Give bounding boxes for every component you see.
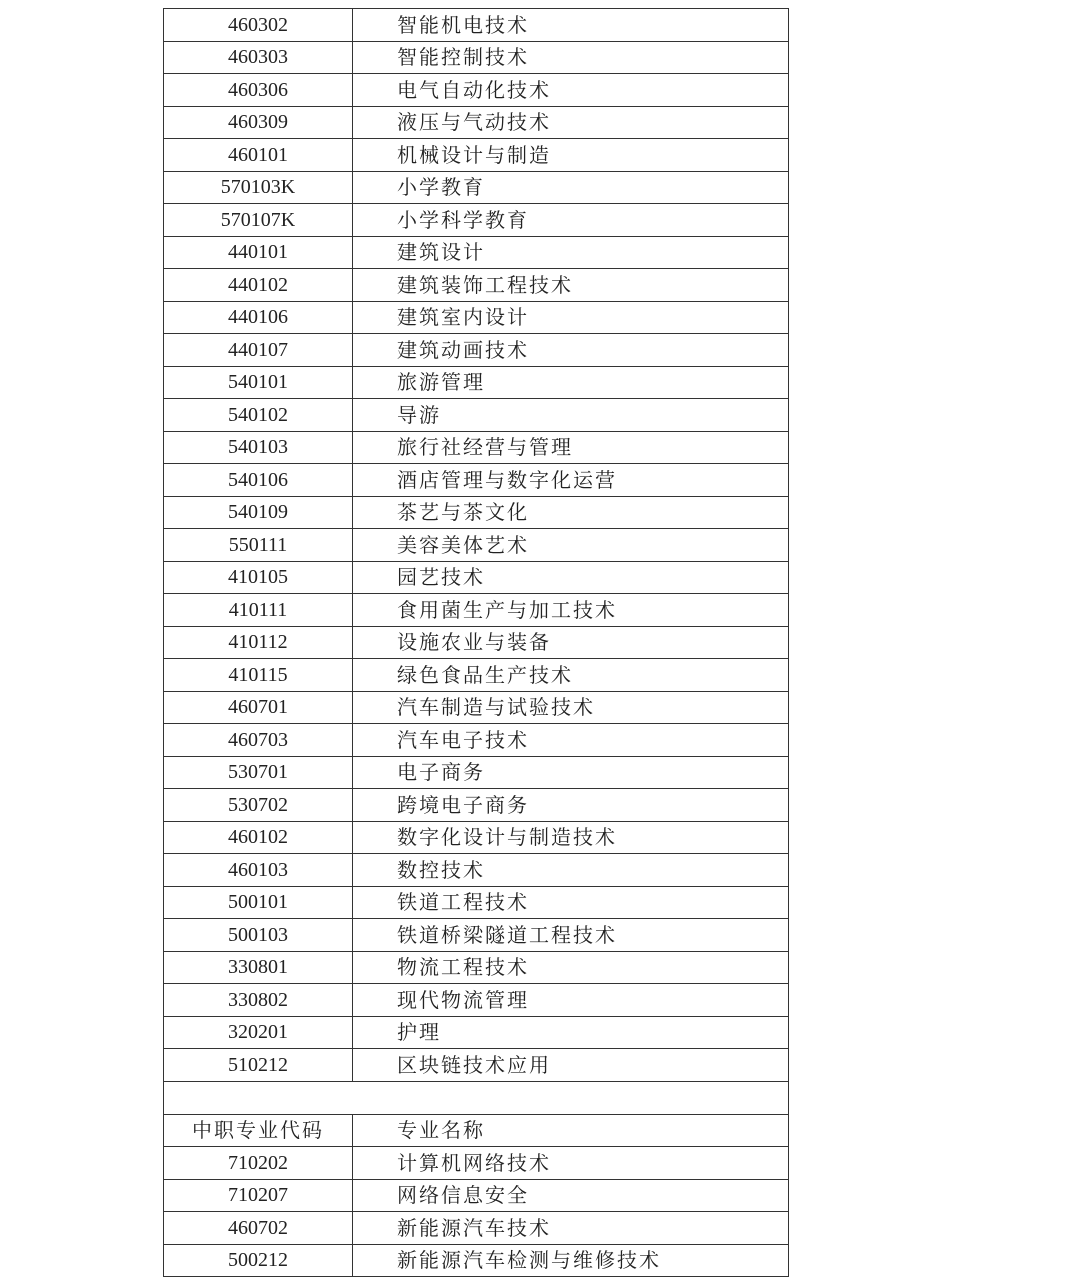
major-code-cell: 410111 bbox=[164, 594, 353, 627]
major-code-table bbox=[163, 8, 789, 1277]
table-row bbox=[164, 724, 789, 757]
major-name-cell: 旅行社经营与管理 bbox=[353, 431, 789, 464]
table-row bbox=[164, 9, 789, 42]
table-row bbox=[164, 1244, 789, 1277]
table-row bbox=[164, 1147, 789, 1180]
table-header-section bbox=[164, 1114, 789, 1147]
header-name-cell: 专业名称 bbox=[353, 1114, 789, 1147]
major-code-cell: 440101 bbox=[164, 236, 353, 269]
table-spacer-section bbox=[164, 1081, 789, 1114]
table-body-bottom bbox=[164, 1147, 789, 1277]
major-name-cell: 智能控制技术 bbox=[353, 41, 789, 74]
major-code-cell: 460302 bbox=[164, 9, 353, 42]
major-name-cell: 现代物流管理 bbox=[353, 984, 789, 1017]
major-code-cell: 330801 bbox=[164, 951, 353, 984]
table-row bbox=[164, 171, 789, 204]
table-row bbox=[164, 1049, 789, 1082]
major-name-cell: 跨境电子商务 bbox=[353, 789, 789, 822]
major-name-cell: 电气自动化技术 bbox=[353, 74, 789, 107]
major-code-cell: 510212 bbox=[164, 1049, 353, 1082]
spacer-cell bbox=[164, 1081, 789, 1114]
table-row bbox=[164, 106, 789, 139]
table-row bbox=[164, 399, 789, 432]
major-code-cell: 710202 bbox=[164, 1147, 353, 1180]
major-name-cell: 智能机电技术 bbox=[353, 9, 789, 42]
major-code-cell: 460102 bbox=[164, 821, 353, 854]
table-row bbox=[164, 691, 789, 724]
major-name-cell: 旅游管理 bbox=[353, 366, 789, 399]
table-row bbox=[164, 821, 789, 854]
table-header-row bbox=[164, 1114, 789, 1147]
major-code-cell: 410105 bbox=[164, 561, 353, 594]
major-code-cell: 410112 bbox=[164, 626, 353, 659]
table-row bbox=[164, 431, 789, 464]
major-name-cell: 建筑动画技术 bbox=[353, 334, 789, 367]
table-row bbox=[164, 334, 789, 367]
major-code-cell: 460103 bbox=[164, 854, 353, 887]
major-name-cell: 区块链技术应用 bbox=[353, 1049, 789, 1082]
table-row bbox=[164, 464, 789, 497]
table-row bbox=[164, 301, 789, 334]
major-code-cell: 460303 bbox=[164, 41, 353, 74]
table-row bbox=[164, 951, 789, 984]
major-code-cell: 530701 bbox=[164, 756, 353, 789]
major-name-cell: 建筑装饰工程技术 bbox=[353, 269, 789, 302]
major-code-cell: 540106 bbox=[164, 464, 353, 497]
table-row bbox=[164, 594, 789, 627]
table-row bbox=[164, 626, 789, 659]
major-name-cell: 物流工程技术 bbox=[353, 951, 789, 984]
major-code-cell: 530702 bbox=[164, 789, 353, 822]
major-code-cell: 540102 bbox=[164, 399, 353, 432]
major-code-cell: 460703 bbox=[164, 724, 353, 757]
table-row bbox=[164, 269, 789, 302]
major-name-cell: 小学科学教育 bbox=[353, 204, 789, 237]
major-code-cell: 460702 bbox=[164, 1212, 353, 1245]
table-row bbox=[164, 919, 789, 952]
table-row bbox=[164, 886, 789, 919]
major-code-cell: 540103 bbox=[164, 431, 353, 464]
table-row bbox=[164, 1212, 789, 1245]
table-row bbox=[164, 984, 789, 1017]
major-code-cell: 460309 bbox=[164, 106, 353, 139]
table-row bbox=[164, 74, 789, 107]
major-name-cell: 数控技术 bbox=[353, 854, 789, 887]
major-name-cell: 导游 bbox=[353, 399, 789, 432]
major-code-cell: 410115 bbox=[164, 659, 353, 692]
table-row bbox=[164, 236, 789, 269]
table-row bbox=[164, 41, 789, 74]
major-code-cell: 570103K bbox=[164, 171, 353, 204]
major-code-cell: 330802 bbox=[164, 984, 353, 1017]
table-row bbox=[164, 529, 789, 562]
table-row bbox=[164, 756, 789, 789]
major-code-cell: 710207 bbox=[164, 1179, 353, 1212]
major-code-cell: 460306 bbox=[164, 74, 353, 107]
major-name-cell: 建筑设计 bbox=[353, 236, 789, 269]
table-body-top bbox=[164, 9, 789, 1082]
major-code-cell: 440106 bbox=[164, 301, 353, 334]
major-name-cell: 网络信息安全 bbox=[353, 1179, 789, 1212]
table-row bbox=[164, 366, 789, 399]
major-code-cell: 460701 bbox=[164, 691, 353, 724]
major-name-cell: 汽车制造与试验技术 bbox=[353, 691, 789, 724]
table-row bbox=[164, 496, 789, 529]
table-row bbox=[164, 1016, 789, 1049]
table-row bbox=[164, 204, 789, 237]
major-name-cell: 机械设计与制造 bbox=[353, 139, 789, 172]
major-code-cell: 460101 bbox=[164, 139, 353, 172]
major-name-cell: 数字化设计与制造技术 bbox=[353, 821, 789, 854]
major-name-cell: 绿色食品生产技术 bbox=[353, 659, 789, 692]
major-name-cell: 茶艺与茶文化 bbox=[353, 496, 789, 529]
table-row bbox=[164, 1179, 789, 1212]
major-code-cell: 550111 bbox=[164, 529, 353, 562]
major-name-cell: 小学教育 bbox=[353, 171, 789, 204]
major-code-cell: 500212 bbox=[164, 1244, 353, 1277]
major-name-cell: 建筑室内设计 bbox=[353, 301, 789, 334]
table-row bbox=[164, 659, 789, 692]
table-row bbox=[164, 561, 789, 594]
major-name-cell: 计算机网络技术 bbox=[353, 1147, 789, 1180]
major-code-cell: 540101 bbox=[164, 366, 353, 399]
major-name-cell: 铁道桥梁隧道工程技术 bbox=[353, 919, 789, 952]
major-name-cell: 设施农业与装备 bbox=[353, 626, 789, 659]
table-row bbox=[164, 139, 789, 172]
major-code-cell: 320201 bbox=[164, 1016, 353, 1049]
major-name-cell: 汽车电子技术 bbox=[353, 724, 789, 757]
table-row bbox=[164, 789, 789, 822]
major-code-cell: 440102 bbox=[164, 269, 353, 302]
header-code-cell: 中职专业代码 bbox=[164, 1114, 353, 1147]
table-spacer-row bbox=[164, 1081, 789, 1114]
major-name-cell: 护理 bbox=[353, 1016, 789, 1049]
major-name-cell: 液压与气动技术 bbox=[353, 106, 789, 139]
major-name-cell: 园艺技术 bbox=[353, 561, 789, 594]
major-name-cell: 铁道工程技术 bbox=[353, 886, 789, 919]
major-code-cell: 500103 bbox=[164, 919, 353, 952]
major-name-cell: 新能源汽车技术 bbox=[353, 1212, 789, 1245]
major-code-cell: 570107K bbox=[164, 204, 353, 237]
major-code-cell: 540109 bbox=[164, 496, 353, 529]
major-name-cell: 美容美体艺术 bbox=[353, 529, 789, 562]
table-row bbox=[164, 854, 789, 887]
major-name-cell: 电子商务 bbox=[353, 756, 789, 789]
major-code-cell: 440107 bbox=[164, 334, 353, 367]
major-name-cell: 酒店管理与数字化运营 bbox=[353, 464, 789, 497]
major-name-cell: 新能源汽车检测与维修技术 bbox=[353, 1244, 789, 1277]
major-code-cell: 500101 bbox=[164, 886, 353, 919]
major-name-cell: 食用菌生产与加工技术 bbox=[353, 594, 789, 627]
